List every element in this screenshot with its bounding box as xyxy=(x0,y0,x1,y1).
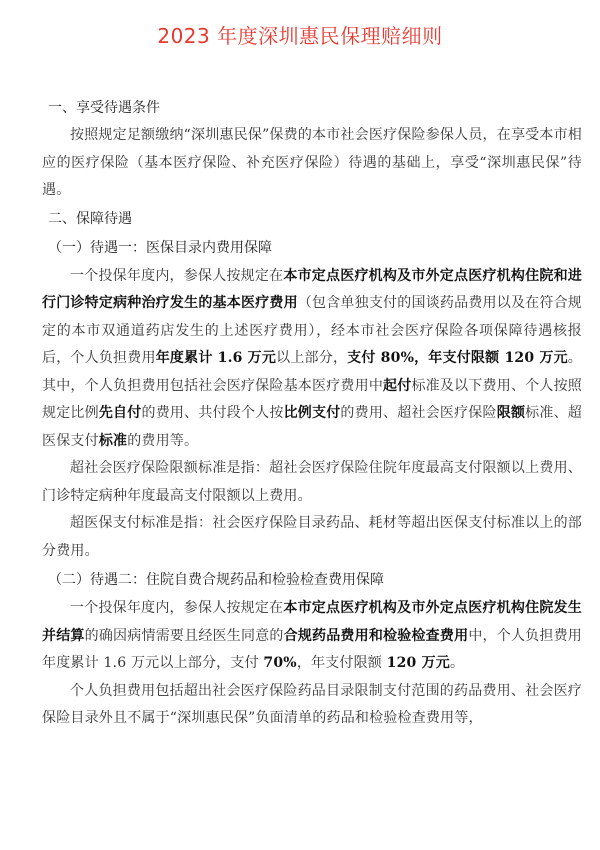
text-run: 的确因病情需要且经医生同意的 xyxy=(84,627,284,644)
conditions-paragraph: 按照规定足额缴纳“深圳惠民保”保费的本市社会医疗保险参保人员，在享受本市相应的医疗保险（基本医疗保险、补充医疗保险）待遇的基础上，享受“深圳惠民保”待遇。 xyxy=(42,127,582,198)
benefit-2-paragraph xyxy=(42,595,582,678)
text-run: 的费用等。 xyxy=(127,432,199,449)
bold-text-run: 年度累计 1.6 万元 xyxy=(155,350,277,366)
text-run: 标准及以下费用、个人按照规定比例 xyxy=(42,377,582,421)
text-run: 标准、超医保支付 xyxy=(42,405,582,449)
bold-text-run: 合规药品费用和检验检查费用 xyxy=(283,627,469,644)
bold-text-run: 标准 xyxy=(98,432,128,449)
bold-text-run: 支付 80%，年支付限额 120 万元 xyxy=(347,350,568,366)
text-run: 的费用、超社会医疗保险 xyxy=(340,405,497,421)
text-run: 一个投保年度内，参保人按规定在 xyxy=(70,267,284,284)
document-body xyxy=(42,94,582,733)
personal-cost-paragraph: 个人负担费用包括超出社会医疗保险药品目录限制支付范围的药品费用、社会医疗保险目录外且不属于“深圳惠民保”负面清单的药品和检验检查费用等， xyxy=(42,682,582,726)
subsection-heading-benefit-1: （一）待遇一：医保目录内费用保障 xyxy=(48,239,272,256)
bold-text-run: 120 万元 xyxy=(386,655,450,671)
text-run: 。 xyxy=(449,655,465,671)
bold-text-run: 比例支付 xyxy=(283,405,341,421)
bold-text-run: 限额 xyxy=(496,405,526,421)
bold-text-run: 70% xyxy=(263,655,297,671)
text-run: 中，个人负担费用年度累计 1.6 万元以上部分，支付 xyxy=(42,627,582,671)
limit-standard-paragraph: 超社会医疗保险限额标准是指：超社会医疗保险住院年度最高支付限额以上费用、门诊特定病种年度最高支付限额以上费用。 xyxy=(42,460,582,504)
text-run: ，年支付限额 xyxy=(296,655,387,671)
text-run: 的费用、共付段个人按 xyxy=(141,405,284,421)
text-run: 。其中，个人负担费用包括社会医疗保险基本医疗费用中 xyxy=(42,350,582,394)
bold-text-run: 本市定点医疗机构及市外定点医疗机构住院和进行门诊特定病种治疗发生的基本医疗费用 xyxy=(42,267,582,311)
text-run: 一个投保年度内，参保人按规定在 xyxy=(70,600,284,616)
subsection-heading-benefit-2: （二）待遇二：住院自费合规药品和检验检查费用保障 xyxy=(48,572,384,588)
bold-text-run: 起付 xyxy=(383,377,412,394)
text-run: （包含单独支付的国谈药品费用以及在符合规定的本市双通道药店发生的上述医疗费用），经本市社会医疗保险各项保障待遇核报后，个人负担费用 xyxy=(42,295,582,366)
payment-standard-paragraph: 超医保支付标准是指：社会医疗保险目录药品、耗材等超出医保支付标准以上的部分费用。 xyxy=(42,515,582,559)
section-heading-conditions: 一、享受待遇条件 xyxy=(48,100,160,116)
section-heading-benefits: 二、保障待遇 xyxy=(48,210,132,227)
benefit-1-paragraph xyxy=(42,263,582,456)
page-title: 2023 年度深圳惠民保理赔细则 xyxy=(157,24,443,48)
bold-text-run: 先自付 xyxy=(98,405,142,421)
bold-text-run: 本市定点医疗机构及市外定点医疗机构住院发生并结算 xyxy=(42,600,582,644)
text-run: 以上部分， xyxy=(276,350,348,366)
